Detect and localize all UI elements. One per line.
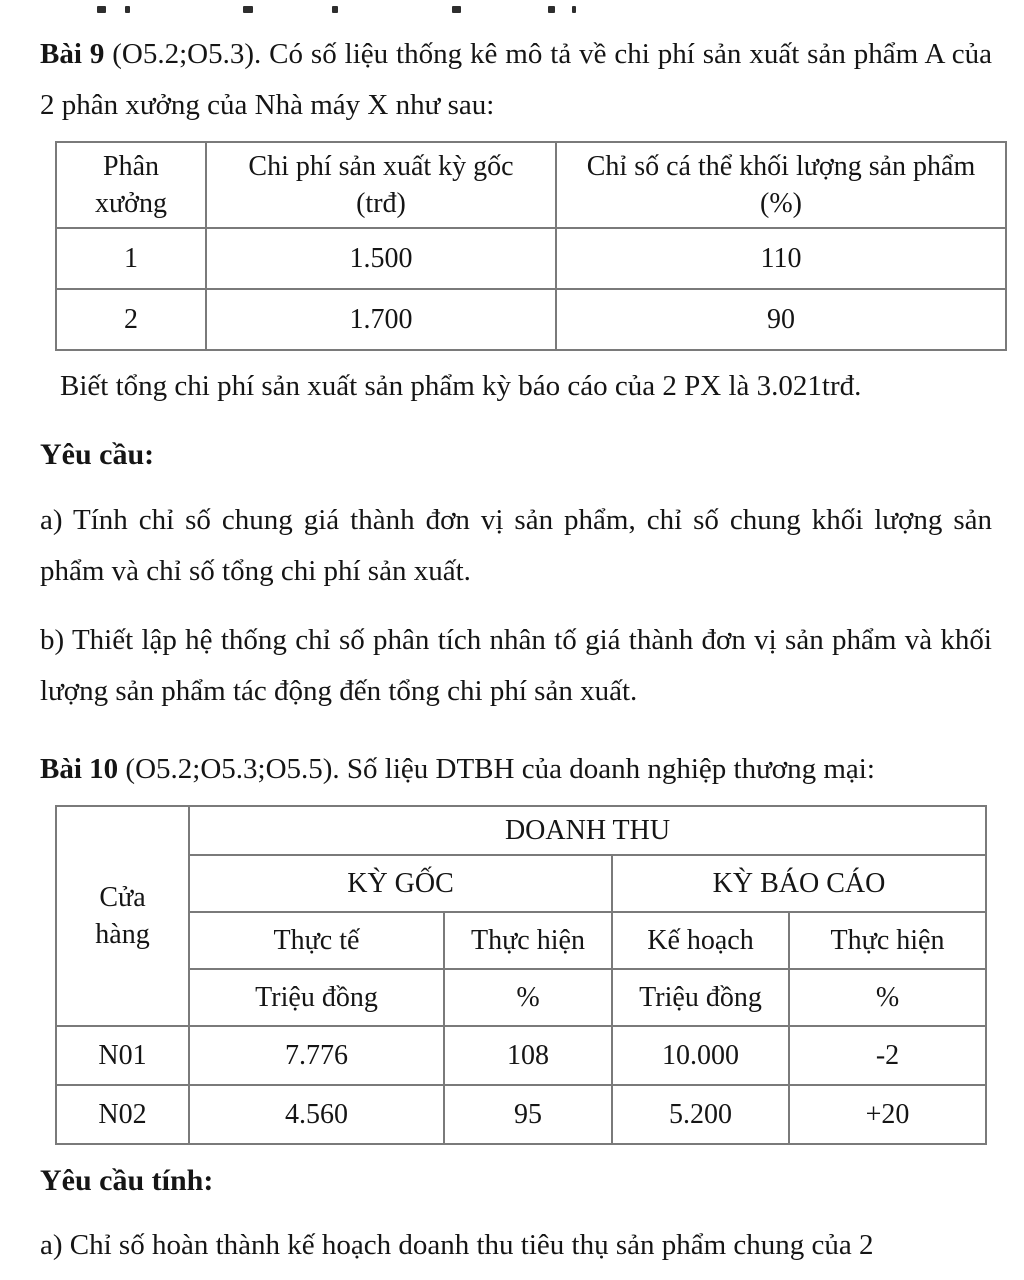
t1-cell-cost-2: 1.700	[206, 289, 556, 350]
t1-cell-index-1: 110	[556, 228, 1006, 289]
clipped-text-fragment	[332, 6, 338, 13]
t2-header-ky-goc: KỲ GỐC	[189, 855, 612, 912]
table-row	[56, 228, 1006, 289]
bai9-item-b: b) Thiết lập hệ thống chỉ số phân tích nhân tố giá thành đơn vị sản phẩm và khối lượng sản phẩm tác động đến tổng chi phí sản xuất.	[40, 624, 992, 707]
t2-cell-n02-thuc-hien-goc: 95	[444, 1085, 612, 1144]
bai10-intro-text: (O5.2;O5.3;O5.5). Số liệu DTBH của doanh nghiệp thương mại:	[118, 753, 875, 785]
t2-cell-n02-thuc-te: 4.560	[189, 1085, 444, 1144]
t2-subheader-thuc-te: Thực tế	[189, 912, 444, 969]
table-row	[56, 1026, 986, 1085]
bai10-item-a: a) Chỉ số hoàn thành kế hoạch doanh thu tiêu thụ sản phẩm chung của 2	[40, 1229, 874, 1261]
t1-header-chi-phi-label: Chi phí sản xuất kỳ gốc	[248, 151, 514, 182]
t2-cell-n01-thuc-hien-bao-cao: -2	[789, 1026, 986, 1085]
bai10-table-unit-row	[56, 969, 986, 1026]
t2-header-cua-hang-label: Cửa hàng	[95, 882, 150, 950]
t2-header-doanh-thu: DOANH THU	[189, 806, 986, 855]
bai10-table-header-row-1	[56, 806, 986, 855]
t2-subheader-thuc-hien-bao-cao: Thực hiện	[789, 912, 986, 969]
bai9-table-header-row	[56, 142, 1006, 228]
t2-cell-n02-ke-hoach: 5.200	[612, 1085, 789, 1144]
t2-subheader-thuc-hien-goc: Thực hiện	[444, 912, 612, 969]
bai10-table	[55, 805, 987, 1145]
t2-subheader-ke-hoach: Kế hoạch	[612, 912, 789, 969]
bai9-item-a: a) Tính chỉ số chung giá thành đơn vị sản phẩm, chỉ số chung khối lượng sản phẩm và chỉ số tổng chi phí sản xuất.	[40, 504, 992, 587]
t2-header-cua-hang	[56, 806, 189, 1026]
t2-unit-percent-goc: %	[444, 969, 612, 1026]
bai9-label: Bài 9	[40, 38, 105, 70]
clipped-text-fragment	[548, 6, 555, 13]
page-top-clipped-line	[40, 0, 992, 14]
bai10-table-header-row-3	[56, 912, 986, 969]
bai9-intro-paragraph	[40, 29, 992, 131]
t1-cell-index-2: 90	[556, 289, 1006, 350]
t1-cell-workshop-2: 2	[56, 289, 206, 350]
bai9-intro-text: (O5.2;O5.3). Có số liệu thống kê mô tả về chi phí sản xuất sản phẩm A của 2 phân xưởng của Nhà máy X như sau:	[40, 38, 992, 121]
t2-cell-store-n02: N02	[56, 1085, 189, 1144]
t2-cell-store-n01: N01	[56, 1026, 189, 1085]
t1-header-phan-xuong-label: Phân xưởng	[95, 151, 167, 219]
bai10-label: Bài 10	[40, 753, 119, 785]
t1-cell-workshop-1: 1	[56, 228, 206, 289]
bai10-requirements-heading: Yêu cầu tính:	[40, 1164, 214, 1197]
t1-header-chi-so-unit: (%)	[760, 188, 802, 219]
t2-unit-percent-bao-cao: %	[789, 969, 986, 1026]
bai9-note: Biết tổng chi phí sản xuất sản phẩm kỳ báo cáo của 2 PX là 3.021trđ.	[60, 370, 862, 402]
t2-unit-trieu-dong-bao-cao: Triệu đồng	[612, 969, 789, 1026]
t2-unit-trieu-dong-goc: Triệu đồng	[189, 969, 444, 1026]
clipped-text-fragment	[97, 6, 106, 13]
t2-cell-n01-thuc-te: 7.776	[189, 1026, 444, 1085]
t1-header-chi-so	[556, 142, 1006, 228]
bai9-table	[55, 141, 1007, 351]
t2-cell-n02-thuc-hien-bao-cao: +20	[789, 1085, 986, 1144]
clipped-text-fragment	[452, 6, 461, 13]
t1-header-chi-phi	[206, 142, 556, 228]
bai10-intro-paragraph	[40, 744, 992, 795]
table-row	[56, 289, 1006, 350]
clipped-text-fragment	[125, 6, 130, 13]
t1-header-phan-xuong	[56, 142, 206, 228]
table-row	[56, 1085, 986, 1144]
t1-header-chi-so-label: Chỉ số cá thể khối lượng sản phẩm	[586, 151, 976, 182]
bai10-table-header-row-2	[56, 855, 986, 912]
t1-cell-cost-1: 1.500	[206, 228, 556, 289]
clipped-text-fragment	[572, 6, 576, 13]
t2-cell-n01-thuc-hien-goc: 108	[444, 1026, 612, 1085]
t2-cell-n01-ke-hoach: 10.000	[612, 1026, 789, 1085]
clipped-text-fragment	[243, 6, 253, 13]
t1-header-chi-phi-unit: (trđ)	[356, 188, 406, 219]
t2-header-ky-bao-cao: KỲ BÁO CÁO	[612, 855, 986, 912]
bai9-requirements-heading: Yêu cầu:	[40, 438, 155, 471]
